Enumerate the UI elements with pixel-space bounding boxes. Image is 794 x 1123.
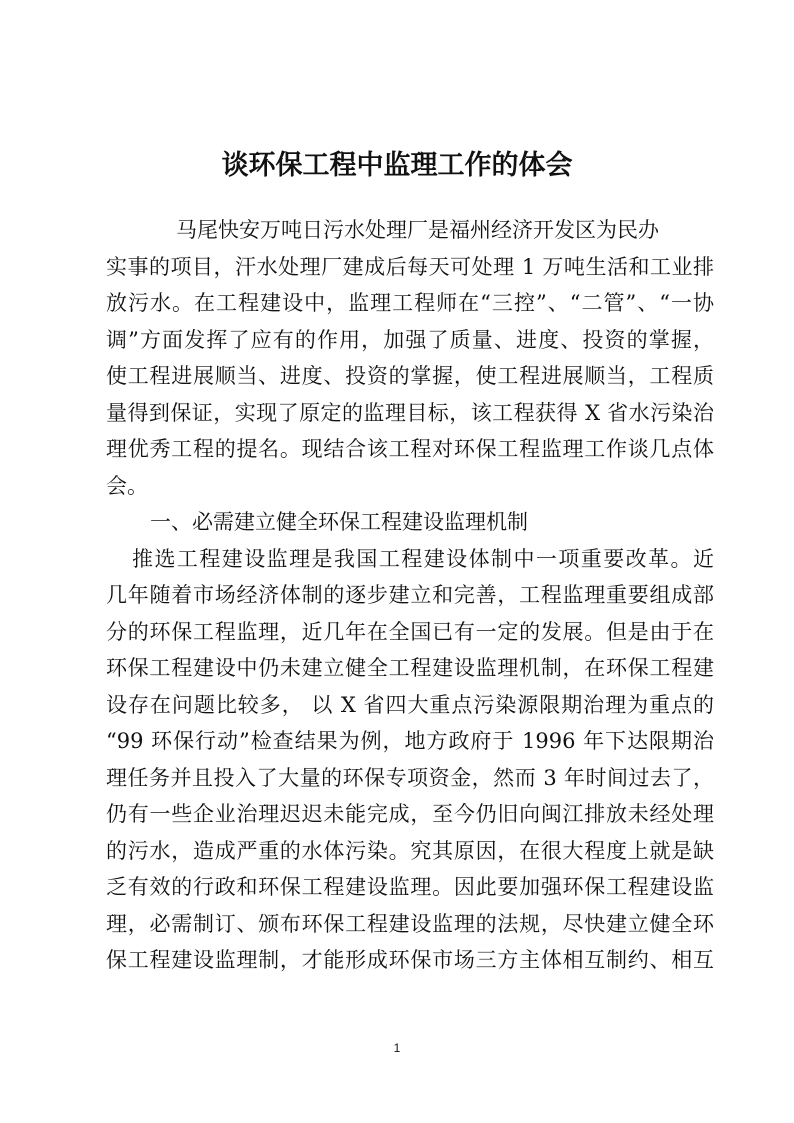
paragraph-line: 量得到保证，实现了原定的监理目标，该工程获得 X 省水污染治 [106, 400, 714, 425]
paragraph-line: 的污水，造成严重的水体污染。究其原因，在很大程度上就是缺 [106, 838, 714, 863]
paragraph-line: “99 环保行动”检查结果为例，地方政府于 1996 年下达限期治 [106, 729, 714, 753]
page-number: 1 [393, 1041, 401, 1055]
paragraph-line: 仍有一些企业治理迟迟未能完成，至今仍旧向闽江排放未经处理 [106, 802, 714, 826]
paragraph-line: 理，必需制订、颁布环保工程建设监理的法规，尽快建立健全环 [106, 911, 714, 936]
paragraph-line: 环保工程建设中仍未建立健全工程建设监理机制，在环保工程建 [106, 656, 714, 680]
document-body [106, 212, 714, 979]
paragraph-line: 调”方面发挥了应有的作用，加强了质量、进度、投资的掌握， [106, 327, 714, 352]
paragraph-line: 几年随着市场经济体制的逐步建立和完善，工程监理重要组成部 [106, 583, 714, 607]
paragraph-line: 乏有效的行政和环保工程建设监理。因此要加强环保工程建设监 [106, 875, 714, 899]
paragraph-line: 放污水。在工程建设中，监理工程师在“三控”、“二管”、“一协 [106, 291, 714, 315]
paragraph-line: 保工程建设监理制，才能形成环保市场三方主体相互制约、相互 [106, 948, 714, 972]
paragraph-line: 理优秀工程的提名。现结合该工程对环保工程监理工作谈几点体 [106, 437, 714, 461]
paragraph-line: 使工程进展顺当、进度、投资的掌握，使工程进展顺当，工程质 [106, 364, 714, 388]
paragraph-line: 理任务并且投入了大量的环保专项资金，然而 3 年时间过去了， [106, 765, 714, 790]
paragraph-line: 设存在问题比较多， 以 X 省四大重点污染源限期治理为重点的 [106, 692, 714, 717]
paragraph-line: 实事的项目，汗水处理厂建成后每天可处理 1 万吨生活和工业排 [106, 254, 714, 279]
document-title: 谈环保工程中监理工作的体会 [221, 150, 573, 181]
paragraph-line: 推选工程建设监理是我国工程建设体制中一项重要改革。近 [132, 546, 714, 571]
section-heading: 一、必需建立健全环保工程建设监理机制 [150, 510, 528, 534]
paragraph-line: 分的环保工程监理，近几年在全国已有一定的发展。但是由于在 [106, 619, 714, 644]
paragraph-line: 马尾快安万吨日污水处理厂是福州经济开发区为民办 [176, 218, 659, 242]
paragraph-line: 会。 [106, 473, 148, 498]
